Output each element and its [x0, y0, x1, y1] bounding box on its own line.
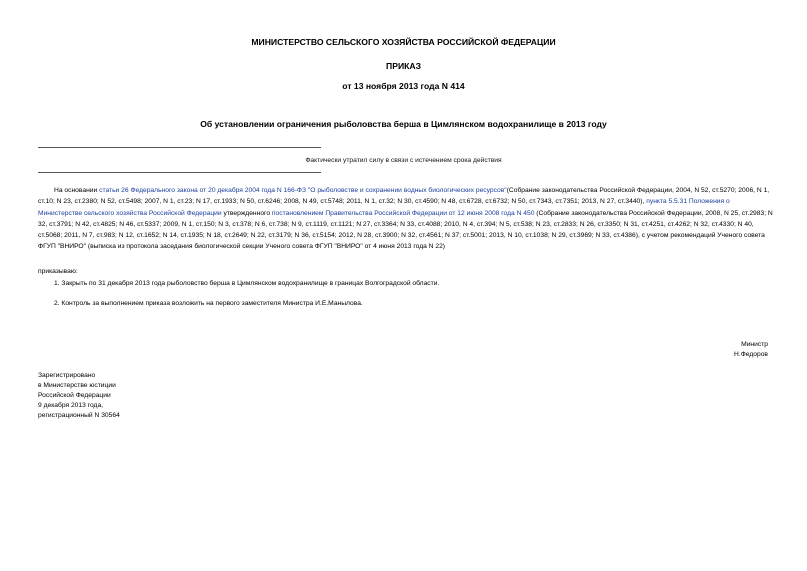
registration-line-4: 9 декабря 2013 года,: [38, 402, 104, 410]
order-word: приказываю:: [38, 268, 78, 275]
government-decree-link[interactable]: постановлением Правительства Российской Федерации от 12 июня 2008 года N 450: [271, 209, 535, 217]
registration-line-2: в Министерстве юстиции: [38, 382, 116, 390]
ministry-heading: МИНИСТЕРСТВО СЕЛЬСКОГО ХОЗЯЙСТВА РОССИЙСКОЙ ФЕДЕРАЦИИ: [251, 37, 556, 47]
status-note: Фактически утратил силу в связи с истечением срока действия: [305, 157, 502, 164]
document-title: Об установлении ограничения рыболовства берша в Цимлянском водохранилище в 2013 году: [200, 119, 607, 129]
preamble-paragraph: [38, 185, 773, 253]
federal-law-link[interactable]: статьи 26 Федерального закона от 20 декабря 2004 года N 166-ФЗ "О рыболовстве и сохранении водных биологических ресурсов": [99, 187, 507, 194]
registration-line-1: Зарегистрировано: [38, 372, 96, 379]
registration-line-5: регистрационный N 30564: [38, 412, 120, 420]
registration-line-3: Российской Федерации: [38, 392, 111, 400]
divider-bottom: [38, 172, 321, 173]
document-date-number: от 13 ноября 2013 года N 414: [342, 81, 465, 91]
preamble-text-2: (Собрание законодательства Российской Федерации, 2004, N 52, ст.5270; 2006, N 1, ст.10; N 23, ст.2380; N 52, ст.5498; 2007, N 1, ст.23; N 17, ст.1933; N 50, ст.6246; 2008, N 49, ст.5748; 2011, N 1, ст.32; N 30, ст.4590; N 48, ст.6728, ст.6732; N 50, ст.7343, ст.7351; 2013, N 27, ст.3440),: [38, 187, 770, 206]
preamble-text-1: На основании: [54, 187, 100, 194]
preamble-text-3: утвержденного: [221, 209, 272, 217]
signature-name: Н.Федоров: [734, 351, 768, 358]
order-item-1: 1. Закрыть по 31 декабря 2013 года рыболовство берша в Цимлянском водохранилище в границах Волгоградской области.: [54, 280, 440, 287]
preamble-text-4: (Собрание законодательства Российской Федерации, 2008, N 25, ст.2983; N 32, ст.3791; N 42, ст.4825; N 46, ст.5337; 2009, N 1, ст.150; N 3, ст.378; N 6, ст.738; N 9, ст.1119, ст.1121; N 27, ст.3364; N 33, ст.4088; 2010, N 4, ст.394; N 5, ст.538; N 23, ст.2833; N 26, ст.3350; N 31, ст.4251, ст.4262; N 32, ст.4330; N 40, ст.5068; 2011, N 7, ст.983; N 12, ст.1652; N 14, ст.1935; N 18, ст.2649; N 22, ст.3179; N 36, ст.5154; 2012, N 28, ст.3900; N 32, ст.4561; N 37; ст.5001; 2013, N 10, ст.1038; N 29, ст.3969; N 33, ст.4386), с учетом рекомендаций Ученого совета ФГУП "ВНИРО" (выписка из протокола заседания биологической секции Ученого совета ФГУП "ВНИРО" от 4 июня 2013 года N 22): [38, 209, 773, 251]
divider-top: [38, 147, 321, 148]
signature-position: Министр: [741, 341, 768, 348]
document-type: ПРИКАЗ: [386, 61, 421, 71]
regulation-link[interactable]: пункта 5.5.31 Положения о Министерстве сельского хозяйства Российской Федерации: [38, 198, 730, 217]
registration-block: [38, 371, 120, 421]
order-item-2: 2. Контроль за выполнением приказа возложить на первого заместителя Министра И.Е.Манылова.: [54, 300, 363, 307]
